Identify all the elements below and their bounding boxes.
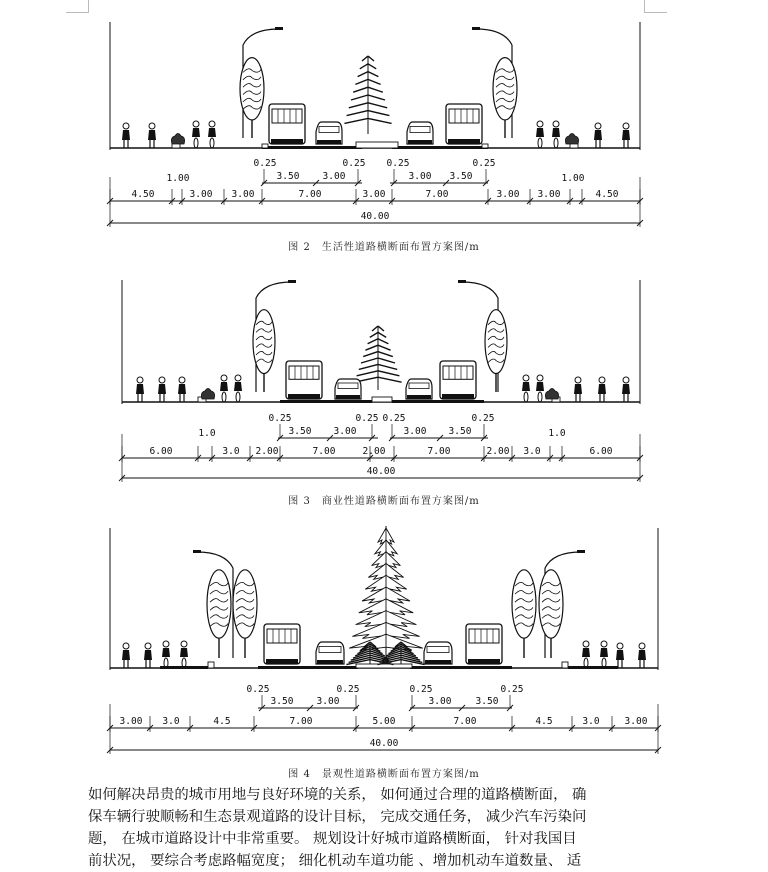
dimension-label: 0.25 bbox=[382, 413, 406, 424]
pedestrian-head bbox=[123, 643, 129, 649]
paragraph-line: 前状况， 要综合考虑路幅宽度； 细化机动车道功能 、增加机动车道数量、 适 bbox=[88, 853, 582, 869]
dimension-label: 3.0 bbox=[222, 446, 240, 457]
pedestrian-body bbox=[574, 384, 582, 394]
dimension-label: 7.00 bbox=[453, 716, 477, 727]
tree-crown bbox=[493, 58, 517, 120]
lamp-arm bbox=[197, 552, 233, 568]
road-surface bbox=[280, 400, 372, 403]
pedestrian-body bbox=[122, 130, 130, 140]
dimension-label: 0.25 bbox=[355, 413, 379, 424]
tree-crown bbox=[233, 570, 257, 638]
dimension-label: 3.00 bbox=[333, 426, 357, 437]
pedestrian-head bbox=[159, 377, 165, 383]
dimension-label: 6.00 bbox=[149, 446, 173, 457]
shrub bbox=[545, 389, 558, 400]
car-window bbox=[338, 383, 358, 389]
bicycle-wheel bbox=[210, 138, 214, 148]
cyclist-head bbox=[235, 375, 241, 381]
bus-windshield bbox=[449, 109, 479, 123]
bicycle-wheel bbox=[222, 392, 226, 402]
dimension-label: 2.00 bbox=[486, 446, 510, 457]
car-bumper bbox=[317, 140, 341, 144]
dimension-label: 3.50 bbox=[288, 426, 312, 437]
dimensions-figure-2 bbox=[107, 158, 643, 227]
pedestrian-head bbox=[179, 377, 185, 383]
lamp-head bbox=[288, 280, 296, 283]
dimension-label: 7.00 bbox=[289, 716, 313, 727]
pedestrian-head bbox=[137, 377, 143, 383]
tree-crown bbox=[253, 310, 275, 374]
road-surface bbox=[262, 146, 362, 149]
figure-4-drawing bbox=[0, 520, 768, 765]
body-paragraph bbox=[88, 784, 648, 872]
lamp-arm bbox=[256, 282, 292, 298]
cyclist-head bbox=[537, 121, 543, 127]
cyclist-head bbox=[601, 641, 607, 647]
bus-windshield bbox=[289, 366, 319, 379]
curb bbox=[372, 397, 392, 402]
bus-windshield bbox=[267, 629, 297, 643]
dimension-label: 3.50 bbox=[448, 426, 472, 437]
dimension-label: 2.00 bbox=[362, 446, 386, 457]
cyclist-body bbox=[208, 128, 216, 137]
paragraph-line: 如何解决昂贵的城市用地与良好环境的关系， 如何通过合理的道路横断面， 确 bbox=[88, 787, 587, 803]
figure-4-cross-section bbox=[0, 520, 768, 765]
dimension-label: 0.25 bbox=[342, 158, 366, 169]
dimension-label: 6.00 bbox=[589, 446, 613, 457]
pedestrian-head bbox=[623, 123, 629, 129]
dimension-label: 0.25 bbox=[336, 684, 360, 695]
dimension-label: 3.00 bbox=[231, 189, 255, 200]
dimension-label: 3.50 bbox=[276, 171, 300, 182]
shrub bbox=[171, 134, 184, 145]
car-bumper bbox=[317, 660, 343, 664]
car-window bbox=[410, 126, 430, 132]
pedestrian-body bbox=[622, 384, 630, 394]
road-surface bbox=[392, 400, 484, 403]
figure-3-drawing bbox=[0, 270, 768, 500]
curb bbox=[208, 662, 214, 668]
paragraph-line: 题， 在城市道路设计中非常重要。 规划设计好城市道路横断面， 针对我国目 bbox=[88, 831, 577, 847]
pedestrian-body bbox=[594, 130, 602, 140]
pedestrian-head bbox=[617, 643, 623, 649]
figure-2-cross-section bbox=[0, 0, 768, 230]
cyclist-head bbox=[523, 375, 529, 381]
cyclist-body bbox=[192, 128, 200, 137]
dimension-label: 5.00 bbox=[372, 716, 396, 727]
dimension-label: 0.25 bbox=[253, 158, 277, 169]
cyclist-body bbox=[600, 648, 608, 657]
curb bbox=[262, 144, 268, 148]
lamp-head bbox=[193, 550, 201, 553]
dimension-label: 40.00 bbox=[360, 211, 390, 222]
figure-3-caption: 图 3 商业性道路横断面布置方案图/m bbox=[288, 496, 480, 507]
dimension-label: 3.0 bbox=[582, 716, 600, 727]
dimension-label: 3.00 bbox=[322, 171, 346, 182]
tree-crown bbox=[485, 310, 507, 374]
tree-crown bbox=[207, 570, 231, 638]
dimension-label: 1.00 bbox=[561, 173, 585, 184]
lamp-arm bbox=[462, 282, 498, 298]
lamp-head bbox=[275, 27, 283, 30]
shrub bbox=[565, 134, 578, 145]
bicycle-wheel bbox=[554, 138, 558, 148]
cyclist-head bbox=[209, 121, 215, 127]
cyclist-body bbox=[162, 648, 170, 657]
cyclist-body bbox=[522, 382, 530, 391]
pedestrian-body bbox=[136, 384, 144, 394]
bus-windshield bbox=[272, 109, 302, 123]
dimension-label: 0.25 bbox=[268, 413, 292, 424]
car-window bbox=[427, 646, 449, 652]
figure-2-caption: 图 2 生活性道路横断面布置方案图/m bbox=[288, 242, 480, 253]
car-bumper bbox=[336, 395, 360, 399]
dimension-label: 4.50 bbox=[595, 189, 619, 200]
cyclist-head bbox=[583, 641, 589, 647]
dimension-label: 4.5 bbox=[535, 716, 553, 727]
lamp-arm bbox=[243, 29, 279, 45]
lamp-head bbox=[458, 280, 466, 283]
dimension-label: 3.00 bbox=[362, 189, 386, 200]
road-surface bbox=[258, 666, 358, 669]
cyclist-body bbox=[582, 648, 590, 657]
figure-3-cross-section bbox=[0, 270, 768, 500]
dimension-label: 3.00 bbox=[403, 426, 427, 437]
lamp-arm bbox=[545, 552, 581, 568]
pedestrian-body bbox=[178, 384, 186, 394]
pedestrian-head bbox=[595, 123, 601, 129]
pedestrian-body bbox=[638, 650, 646, 660]
cyclist-body bbox=[180, 648, 188, 657]
bus-windshield bbox=[443, 366, 473, 379]
car-window bbox=[319, 646, 341, 652]
dimension-label: 2.00 bbox=[255, 446, 279, 457]
dimension-label: 3.0 bbox=[162, 716, 180, 727]
bus-bumper bbox=[266, 659, 298, 664]
curb bbox=[356, 664, 412, 668]
bus-windshield bbox=[469, 629, 499, 643]
cyclist-body bbox=[552, 128, 560, 137]
dimension-label: 1.0 bbox=[548, 428, 566, 439]
figure-4-caption: 图 4 景观性道路横断面布置方案图/m bbox=[288, 769, 480, 780]
car-bumper bbox=[408, 140, 432, 144]
dimension-label: 4.50 bbox=[131, 189, 155, 200]
dimension-label: 3.00 bbox=[119, 716, 143, 727]
bicycle-wheel bbox=[236, 392, 240, 402]
pedestrian-body bbox=[598, 384, 606, 394]
dimension-label: 40.00 bbox=[366, 466, 396, 477]
lamp-arm bbox=[476, 29, 512, 45]
dimension-label: 3.00 bbox=[624, 716, 648, 727]
dimension-label: 3.00 bbox=[537, 189, 561, 200]
tree-crown bbox=[539, 570, 563, 638]
dimension-label: 0.25 bbox=[246, 684, 270, 695]
curb bbox=[482, 144, 488, 148]
bicycle-wheel bbox=[538, 138, 542, 148]
bicycle-wheel bbox=[194, 138, 198, 148]
pedestrian-head bbox=[575, 377, 581, 383]
tree-crown bbox=[240, 58, 264, 120]
dimension-label: 7.00 bbox=[425, 189, 449, 200]
dimension-label: 0.25 bbox=[386, 158, 410, 169]
dimension-label: 7.00 bbox=[427, 446, 451, 457]
dimension-label: 7.00 bbox=[312, 446, 336, 457]
dimension-label: 0.25 bbox=[500, 684, 524, 695]
road-surface bbox=[410, 666, 512, 669]
lamp-head bbox=[577, 550, 585, 553]
bicycle-wheel bbox=[524, 392, 528, 402]
figure-2-drawing bbox=[0, 0, 768, 230]
dimension-label: 3.50 bbox=[449, 171, 473, 182]
pedestrian-head bbox=[623, 377, 629, 383]
dimension-label: 0.25 bbox=[409, 684, 433, 695]
car-bumper bbox=[407, 395, 431, 399]
dimension-label: 3.00 bbox=[408, 171, 432, 182]
pedestrian-body bbox=[616, 650, 624, 660]
cyclist-body bbox=[536, 382, 544, 391]
road-surface bbox=[568, 666, 618, 669]
bus-bumper bbox=[468, 659, 500, 664]
pedestrian-head bbox=[145, 643, 151, 649]
dimension-label: 4.5 bbox=[213, 716, 231, 727]
pedestrian-body bbox=[144, 650, 152, 660]
bus-bumper bbox=[271, 139, 303, 144]
pedestrian-head bbox=[599, 377, 605, 383]
pedestrian-body bbox=[622, 130, 630, 140]
dimensions-figure-3 bbox=[119, 413, 643, 482]
dimension-label: 7.00 bbox=[298, 189, 322, 200]
pedestrian-body bbox=[122, 650, 130, 660]
dimension-label: 3.00 bbox=[428, 696, 452, 707]
cyclist-head bbox=[193, 121, 199, 127]
cyclist-body bbox=[536, 128, 544, 137]
curb bbox=[356, 142, 398, 148]
bus-bumper bbox=[288, 394, 320, 399]
bicycle-wheel bbox=[538, 392, 542, 402]
car-window bbox=[319, 126, 339, 132]
cyclist-head bbox=[163, 641, 169, 647]
dimension-label: 40.00 bbox=[369, 738, 399, 749]
pedestrian-head bbox=[149, 123, 155, 129]
dimension-label: 3.50 bbox=[270, 696, 294, 707]
pedestrian-body bbox=[158, 384, 166, 394]
pedestrian-head bbox=[639, 643, 645, 649]
dimension-label: 0.25 bbox=[471, 413, 495, 424]
scene-figure-4 bbox=[122, 526, 646, 669]
scene-figure-3 bbox=[136, 280, 630, 403]
car-bumper bbox=[425, 660, 451, 664]
cyclist-head bbox=[221, 375, 227, 381]
bus-bumper bbox=[442, 394, 474, 399]
dimension-label: 0.25 bbox=[472, 158, 496, 169]
dimension-label: 3.00 bbox=[189, 189, 213, 200]
tree-crown bbox=[512, 570, 536, 638]
car-window bbox=[409, 383, 429, 389]
shrub bbox=[201, 389, 214, 400]
curb bbox=[562, 662, 568, 668]
pedestrian-head bbox=[123, 123, 129, 129]
lamp-head bbox=[472, 27, 480, 30]
dimension-label: 3.50 bbox=[475, 696, 499, 707]
paragraph-line: 保车辆行驶顺畅和生态景观道路的设计目标， 完成交通任务， 减少汽车污染问 bbox=[88, 809, 587, 825]
cyclist-body bbox=[220, 382, 228, 391]
dimension-label: 3.0 bbox=[523, 446, 541, 457]
pedestrian-body bbox=[148, 130, 156, 140]
dimension-label: 1.00 bbox=[166, 173, 190, 184]
cyclist-head bbox=[553, 121, 559, 127]
dimension-label: 3.00 bbox=[496, 189, 520, 200]
cyclist-head bbox=[537, 375, 543, 381]
dimension-label: 1.0 bbox=[198, 428, 216, 439]
road-surface bbox=[392, 146, 488, 149]
cyclist-body bbox=[234, 382, 242, 391]
dimensions-figure-4 bbox=[107, 684, 661, 754]
dimension-label: 3.00 bbox=[316, 696, 340, 707]
scene-figure-2 bbox=[122, 27, 630, 149]
bus-bumper bbox=[448, 139, 480, 144]
cyclist-head bbox=[181, 641, 187, 647]
